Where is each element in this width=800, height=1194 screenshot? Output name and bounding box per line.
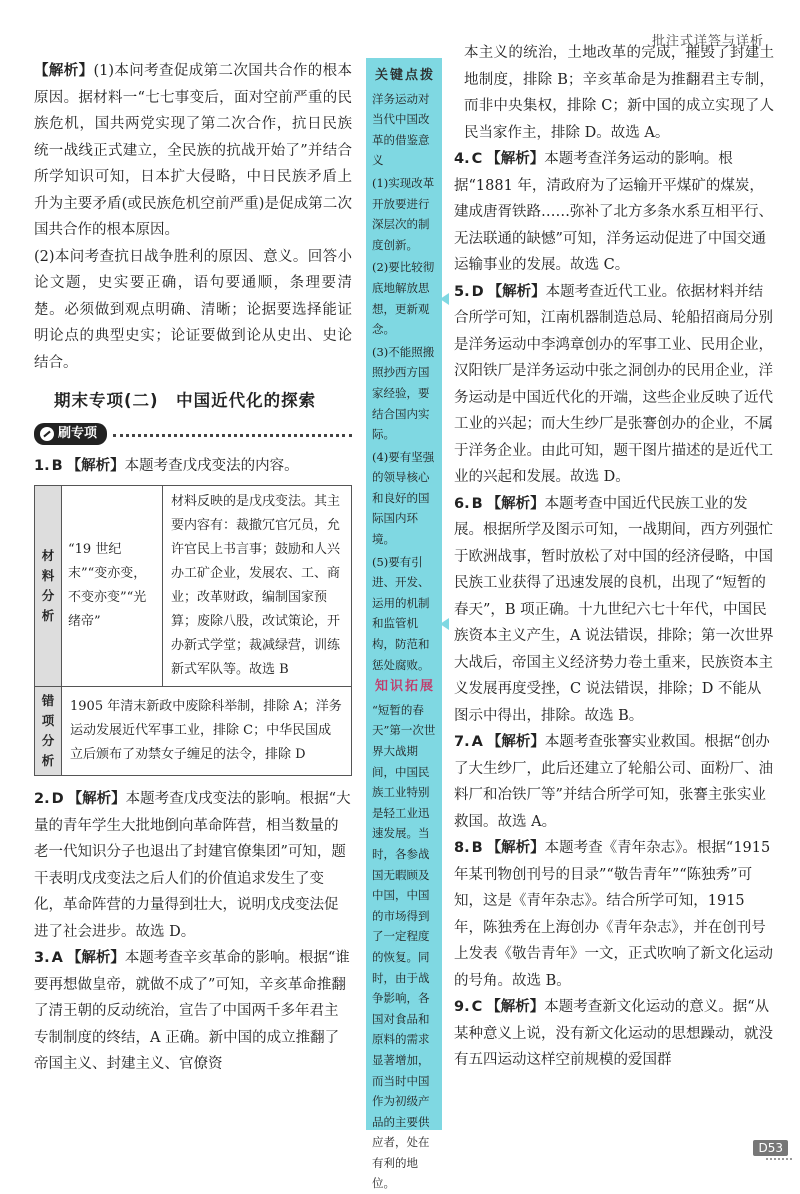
- running-header: 批注式详答与详析: [651, 34, 764, 49]
- sidebar-note: (5)要有引进、开发、运用的机制和监管机构，防范和惩处腐败。: [372, 554, 430, 672]
- question-5: [454, 279, 774, 491]
- q-answer: C: [471, 151, 483, 167]
- wrong-analysis-cell: 1905 年清末新政中废除科举制，排除 A；洋务运动发展近代军事工业，排除 C；中华民国成立后颁布了劝禁女子缠足的法令，排除 D: [62, 687, 352, 776]
- analysis-tag: 【解析】: [67, 791, 126, 807]
- analysis-table: [34, 485, 352, 776]
- question-1: [34, 453, 352, 480]
- analysis-tag: 【解析】: [66, 950, 125, 966]
- row-label-wrong: 错项分析: [35, 687, 62, 776]
- q-number: 6.: [454, 495, 470, 512]
- annotation-sidebar: [366, 58, 442, 1191]
- question-7: [454, 729, 774, 835]
- q-answer: B: [51, 457, 63, 474]
- q-answer: D: [471, 283, 484, 300]
- sidebar-note: (3)不能照搬照抄西方国家经验，要结合国内实际。: [372, 344, 435, 442]
- sidebar-heading-key-points: 关键点拨: [374, 68, 435, 83]
- q-text: 本题考查新文化运动的意义。据“从某种意义上说，没有新文化运动的思想躁动，就没有五四运动这样空前规模的爱国群: [454, 999, 773, 1068]
- q-text: 本题考查《青年杂志》。根据“1915 年某刊物创刊号的目录”“敬告青年”“陈独秀”可知，这是《青年杂志》。结合所学可知，1915 年，陈独秀在上海创办《青年杂志》，并在创刊号上发表《敬告青年》一文，正式吹响了新文化运动的号角。故选 B。: [454, 840, 773, 989]
- section-title: 期末专项(二) 中国近代化的探索: [54, 391, 317, 410]
- pointer-arrow-icon: [440, 293, 449, 305]
- sidebar-note: (2)要比较彻底地解放思想，更新观念。: [372, 260, 435, 337]
- sidebar-note: “短暂的春天”第一次世界大战期间，中国民族工业特别是轻工业迅速发展。当时，各参战国无暇顾及中国，中国的市场得到了一定程度的恢复。同时，由于战争影响，各国对食品和原料的需求显著增加，而当时中国作为初级产品的主要供应者，处在有利的地位。: [372, 702, 436, 1191]
- material-analysis-cell: 材料反映的是戊戌变法。其主要内容有：裁撤冗官冗员，允许官民上书言事；鼓励和人兴办工矿企业，发展农、工、商业；改革财政，编制国家预算；废除八股，改试策论，开办新式学堂；裁减绿营，训练新式军队等。故选 B: [163, 486, 352, 687]
- pen-icon: [40, 427, 54, 441]
- analysis-para-1: [34, 58, 352, 244]
- q-answer: B: [471, 840, 483, 856]
- sidebar-note: 洋务运动对当代中国改革的借鉴意义: [372, 91, 430, 168]
- q-number: 1.: [34, 457, 50, 474]
- q-number: 4.: [454, 151, 470, 167]
- analysis-tag: 【解析】: [486, 840, 545, 856]
- q-text: 本题考查戊戌变法的内容。: [124, 457, 299, 474]
- question-4: [454, 146, 774, 279]
- q-text: 本题考查近代工业。依据材料并结合所学可知，江南机器制造总局、轮船招商局分别是洋务运动中李鸿章创办的军事工业、民用企业，汉阳铁厂是洋务运动中张之洞创办的民用企业，洋务运动是中国近代化的开端，这些企业反映了近代工业的兴起；而大生纱厂是张謇创办的企业，不属于洋务企业。由此可知，题干图片描述的是近代工业的兴起和发展。故选 D。: [454, 283, 773, 485]
- analysis-tag: 【解析】: [486, 999, 545, 1015]
- q-answer: A: [51, 950, 63, 966]
- table-row: [35, 687, 352, 776]
- practice-banner: [34, 423, 352, 445]
- analysis-tag: 【解析】: [34, 63, 94, 79]
- keywords-cell: “19 世纪末”“变亦变，不变亦变”“光绪帝”: [62, 486, 163, 687]
- analysis-tag: 【解析】: [486, 151, 545, 167]
- q-number: 9.: [454, 999, 470, 1015]
- question-2: [34, 786, 352, 945]
- question-3-continued: 本主义的统治，土地改革的完成，摧毁了封建土地制度，排除 B；辛亥革命是为推翻君主专制，而非中央集权，排除 C；新中国的成立实现了人民当家作主，排除 D。故选 A。: [464, 45, 774, 141]
- q-text: 本题考查戊戌变法的影响。根据“大量的青年学生大批地倒向革命阵营，相当数量的老一代知识分子也退出了封建官僚集团”可知，题干表明戊戌变法之后人们的价值追求发生了变化，革命阵营的力量得到壮大，说明戊戌变法促进了社会进步。故选 D。: [34, 791, 351, 940]
- question-6: [454, 491, 774, 730]
- q-number: 7.: [454, 734, 470, 750]
- analysis-text: (1)本问考查促成第二次国共合作的根本原因。据材料一“七七事变后，面对空前严重的民族危机，国共两党实现了第二次合作，抗日民族统一战线正式建立，全民族的抗战开始了”并结合所学知识可知，日本扩大侵略，中日民族矛盾上升为主要矛盾(或民族危机空前严重)是促成第二次国共合作的根本原因。: [34, 63, 353, 238]
- q-text: 本题考查洋务运动的影响。根据“1881 年，清政府为了运输开平煤矿的煤炭，建成唐胥铁路……弥补了北方多条水系互相平行、无法联通的缺憾”可知，洋务运动促进了中国交通运输事业的发展。故选 C。: [454, 151, 773, 273]
- analysis-para-2: (2)本问考查抗日战争胜利的原因、意义。回答小论文题，史实要正确，语句要通顺，条理要清楚。必须做到观点明确、清晰；论据要选择能证明论点的典型史实；论证要做到论从史出、史论结合。: [34, 248, 352, 371]
- q-number: 8.: [454, 840, 470, 856]
- q-answer: D: [51, 791, 64, 807]
- dotted-divider: [113, 434, 352, 437]
- corner-decoration: [766, 1158, 792, 1172]
- question-9: [454, 994, 774, 1074]
- sidebar-heading-extension: 知识拓展: [374, 679, 435, 695]
- practice-pill: [34, 423, 107, 445]
- q-answer: A: [471, 734, 483, 750]
- page-number: D53: [753, 1140, 788, 1156]
- analysis-tag: 【解析】: [487, 283, 546, 300]
- q-answer: C: [471, 999, 483, 1015]
- left-column: [34, 58, 352, 1078]
- table-row: [35, 486, 352, 687]
- analysis-tag: 【解析】: [486, 495, 545, 512]
- q-number: 5.: [454, 283, 470, 300]
- q-answer: B: [471, 495, 483, 512]
- sidebar-note: (4)要有坚强的领导核心和良好的国际国内环境。: [372, 449, 435, 547]
- q-number: 3.: [34, 950, 50, 966]
- q-number: 2.: [34, 791, 50, 807]
- q-text: 本题考查中国近代民族工业的发展。根据所学及图示可知，一战期间，西方列强忙于欧洲战事，暂时放松了对中国的经济侵略，中国民族工业获得了迅速发展的良机，出现了“短暂的春天”，B 项正确。十九世纪六七十年代，中国民族资本主义产生，A 说法错误，排除；第一次世界大战后，帝国主义经济势力卷土重来，民族资本主义发展再度受挫，C 说法错误，排除；D 不能从图示中得出，排除。故选 B。: [454, 495, 774, 724]
- sidebar-note: (1)实现改革开放要进行深层次的制度创新。: [372, 175, 435, 252]
- pointer-arrow-icon: [440, 618, 449, 630]
- question-8: [454, 835, 774, 994]
- q-text: 本题考查张謇实业救国。根据“创办了大生纱厂，此后还建立了轮船公司、面粉厂、油料厂和冶铁厂等”并结合所学可知，张謇主张实业救国。故选 A。: [454, 734, 773, 830]
- practice-label: 刷专项: [58, 425, 98, 441]
- question-3: [34, 945, 352, 1078]
- row-label-material: 材料分析: [35, 486, 62, 687]
- analysis-tag: 【解析】: [66, 457, 125, 474]
- analysis-tag: 【解析】: [486, 734, 545, 750]
- q-text: 本题考查辛亥革命的影响。根据“谁要再想做皇帝，就做不成了”可知，辛亥革命推翻了清王朝的反动统治，宣告了中国两千多年君主专制制度的终结，A 正确。新中国的成立推翻了帝国主义、封建主义、官僚资: [34, 950, 350, 1072]
- right-column: [454, 40, 774, 1074]
